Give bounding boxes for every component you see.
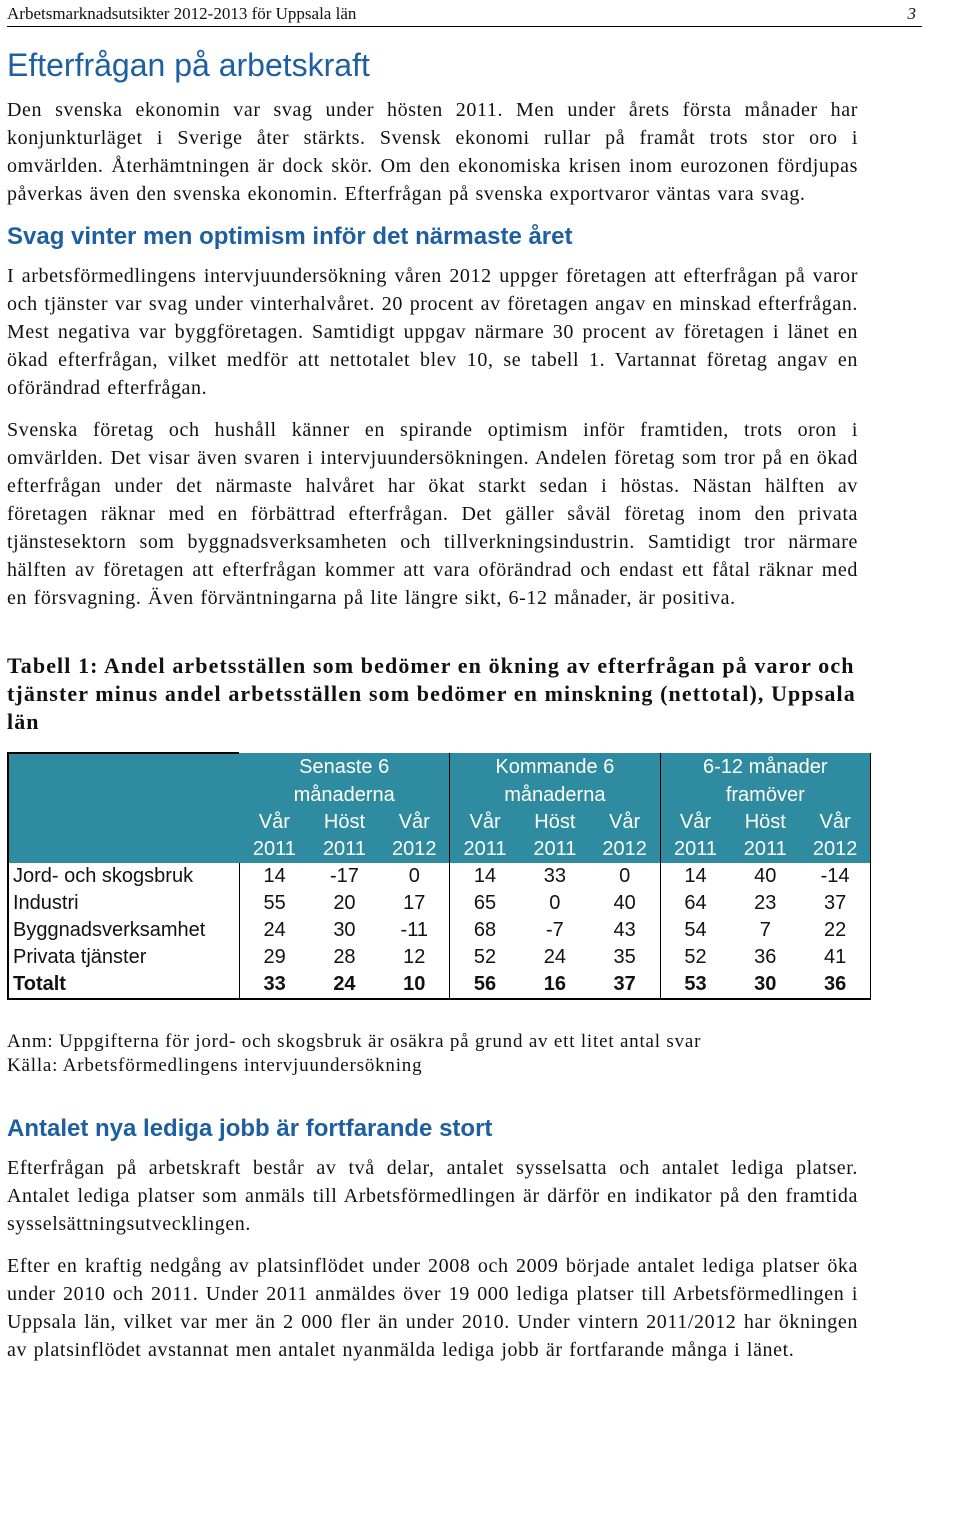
table-cell: 30	[333, 919, 356, 941]
table-corner	[8, 753, 239, 809]
row-label: Privata tjänster	[8, 944, 239, 971]
table-cell: 10	[379, 971, 449, 999]
table-cell: -14	[800, 863, 870, 890]
table-cell: 56	[450, 971, 520, 999]
season-header: Vår	[239, 809, 309, 836]
table-cell: 24	[263, 919, 286, 941]
table-corner-lower	[8, 809, 239, 863]
table-cell: 0	[590, 863, 660, 890]
section-heading-demand: Efterfrågan på arbetskraft	[7, 47, 370, 83]
year-header: 2011	[450, 836, 520, 863]
table-row	[8, 917, 871, 944]
table-cell: 22	[800, 917, 870, 944]
table-cell: -17	[329, 865, 359, 887]
table-cell: 41	[800, 944, 870, 971]
table-cell: 24	[543, 946, 566, 968]
table-cell: 14	[684, 865, 707, 887]
paragraph-vacancies: Efter en kraftig nedgång av platsinflödet under 2008 och 2009 började antalet lediga platser öka under 2010 och 2011. Under 2011 anmäldes över 19 000 lediga platser till Arbetsförmedlingen i Uppsala län, vilket var mer än 2 000 fler än under 2010. Under vintern 2011/2012 har ökningen av platsinflödet avstannat men antalet nyanmälda lediga jobb är fortfarande många i länet.	[7, 1255, 858, 1361]
group-header-2-line2: månaderna	[450, 781, 660, 809]
table-cell: 16	[520, 971, 590, 999]
table-cell: 14	[473, 865, 497, 887]
table-cell: 0	[379, 863, 449, 890]
table-cell: 29	[263, 946, 286, 968]
group-header-2-line1: Kommande 6	[450, 753, 660, 781]
table-cell: 40	[590, 890, 660, 917]
main-content	[7, 40, 858, 1368]
table-cell: 24	[310, 971, 380, 999]
season-header: Vår	[450, 809, 520, 836]
table-cell: 43	[590, 917, 660, 944]
row-label: Byggnadsverksamhet	[8, 917, 239, 944]
table-cell: 52	[473, 946, 497, 968]
season-header: Höst	[520, 809, 590, 836]
table-cell: 64	[684, 892, 707, 914]
table-cell: 36	[754, 946, 777, 968]
season-header: Vår	[379, 809, 449, 836]
year-header: 2011	[239, 836, 309, 863]
table-row	[8, 944, 871, 971]
table-cell: 33	[239, 971, 309, 999]
year-header: 2012	[800, 836, 870, 863]
row-label-total: Totalt	[8, 971, 239, 999]
year-header: 2011	[730, 836, 800, 863]
table-row	[8, 863, 871, 890]
table-row-total	[8, 971, 871, 999]
season-header: Vår	[800, 809, 870, 836]
table-cell: 7	[759, 919, 771, 941]
table-cell: -7	[545, 919, 564, 941]
table-cell: 55	[263, 892, 286, 914]
year-header: 2011	[660, 836, 730, 863]
season-header: Höst	[730, 809, 800, 836]
table-cell: 36	[800, 971, 870, 999]
table-cell: 65	[473, 892, 497, 914]
paragraph-survey: I arbetsförmedlingens intervjuundersökning våren 2012 uppger företagen att efterfrågan på varor och tjänster var svag under vinterhalvåret. 20 procent av företagen angav en minskad efterfrågan. Mest negativa var byggföretagen. Samtidigt uppgav närmare 30 procent av företagen i länet en ökad efterfrågan, vilket medför att nettotalet blev 10, se tabell 1. Vartannat företag angav en oförändrad efterfrågan.	[7, 265, 858, 399]
running-header	[7, 0, 922, 27]
table-cell: 28	[333, 946, 356, 968]
table-cell: 40	[754, 865, 777, 887]
table-group-header-line1	[8, 753, 871, 781]
row-label: Jord- och skogsbruk	[8, 863, 239, 890]
table-cell: 33	[543, 865, 566, 887]
page-number: 3	[907, 4, 916, 23]
group-header-1-line2: månaderna	[239, 781, 449, 809]
table-note: Anm: Uppgifterna för jord- och skogsbruk är osäkra på grund av ett litet antal svar	[7, 1031, 702, 1052]
row-label: Industri	[8, 890, 239, 917]
table-cell: 14	[263, 865, 286, 887]
subheading-vacancies: Antalet nya lediga jobb är fortfarande stort	[7, 1115, 493, 1142]
table-cell: 20	[333, 892, 356, 914]
year-header: 2011	[310, 836, 380, 863]
table-cell: 37	[590, 971, 660, 999]
table-cell: 53	[660, 971, 730, 999]
table-cell: 23	[754, 892, 777, 914]
subheading-weak-winter: Svag vinter men optimism inför det närmaste året	[7, 223, 573, 250]
table-title: Tabell 1: Andel arbetsställen som bedömer en ökning av efterfrågan på varor och tjänster minus andel arbetsställen som bedömer en minskning (nettotal), Uppsala län	[7, 653, 856, 734]
paragraph-economy: Den svenska ekonomin var svag under hösten 2011. Men under årets första månader har konjunkturläget i Sverige åter stärkts. Svensk ekonomi rullar på framåt trots stor oro i omvärlden. Återhämtningen är dock skör. Om den ekonomiska krisen inom eurozonen fördjupas påverkas även den svenska ekonomin. Efterfrågan på svenska exportvaror väntas vara svag.	[7, 99, 858, 205]
table-season-header	[8, 809, 871, 836]
year-header: 2012	[379, 836, 449, 863]
table-cell: -11	[379, 917, 449, 944]
year-header: 2011	[520, 836, 590, 863]
table-cell: 52	[684, 946, 707, 968]
table-cell: 0	[549, 892, 561, 914]
table-row	[8, 890, 871, 917]
table-cell: 54	[684, 919, 707, 941]
season-header: Vår	[660, 809, 730, 836]
table-source: Källa: Arbetsförmedlingens intervjuundersökning	[7, 1055, 423, 1076]
table-cell: 68	[473, 919, 497, 941]
season-header: Vår	[590, 809, 660, 836]
net-demand-table	[7, 752, 871, 1000]
group-header-3-line2: framöver	[660, 781, 870, 809]
season-header: Höst	[310, 809, 380, 836]
table-cell: 12	[379, 944, 449, 971]
paragraph-optimism: Svenska företag och hushåll känner en spirande optimism inför framtiden, trots oron i omvärlden. Det visar även svaren i intervjuundersökningen. Andelen företag som tror på en ökad efterfrågan under det närmaste halvåret har ökat starkt sedan i höstas. Nästan hälften av företagen räknar med en förbättrad efterfrågan. Det gäller såväl företag inom den privata tjänstesektorn som byggnadsverksamheten och tillverkningsindustrin. Samtidigt tror närmare hälften av företagen att efterfrågan kommer att vara oförändrad och endast ett fåtal räknar med en försvagning. Även förväntningarna på lite längre sikt, 6-12 månader, är positiva.	[7, 419, 858, 609]
group-header-1-line1: Senaste 6	[239, 753, 449, 781]
table-cell: 17	[379, 890, 449, 917]
group-header-3-line1: 6-12 månader	[660, 753, 870, 781]
table-cell: 30	[730, 971, 800, 999]
table-cell: 35	[590, 944, 660, 971]
paragraph-labour-demand: Efterfrågan på arbetskraft består av två delar, antalet sysselsatta och antalet lediga platser. Antalet lediga platser som anmäls till Arbetsförmedlingen är därför en indikator på den framtida sysselsättningsutvecklingen.	[7, 1157, 858, 1235]
header-title: Arbetsmarknadsutsikter 2012-2013 för Uppsala län	[7, 4, 357, 23]
year-header: 2012	[590, 836, 660, 863]
table-cell: 37	[800, 890, 870, 917]
